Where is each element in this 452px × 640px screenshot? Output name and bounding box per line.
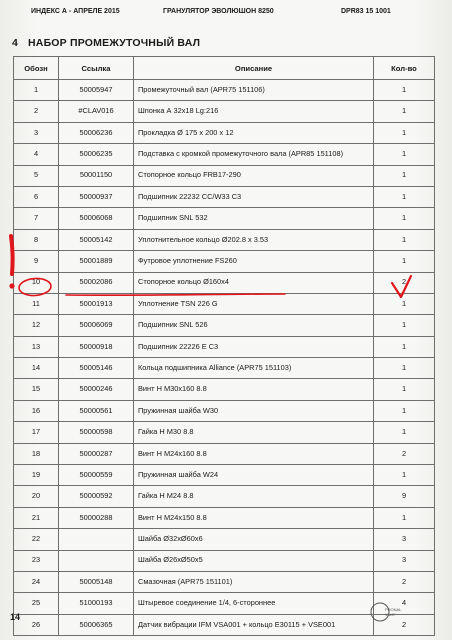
cell-description: Шайба Ø32xØ60x6 [134,529,374,550]
cell-designation: 17 [14,422,59,443]
cell-designation: 10 [14,272,59,293]
cell-quantity: 4 [374,593,435,614]
cell-description: Винт H M30x160 8.8 [134,379,374,400]
cell-quantity: 1 [374,165,435,186]
page-number: 14 [10,612,21,622]
cell-quantity: 1 [374,208,435,229]
cell-reference [59,550,134,571]
cell-description: Винт H M24x150 8.8 [134,507,374,528]
table-row [14,465,435,486]
cell-designation: 26 [14,614,59,635]
cell-reference: 50005146 [59,358,134,379]
cell-reference: 50005947 [59,80,134,101]
cell-quantity: 1 [374,80,435,101]
cell-description: Прокладка Ø 175 x 200 x 12 [134,122,374,143]
table-row [14,529,435,550]
cell-description: Пружинная шайба W24 [134,465,374,486]
cell-reference: 50001150 [59,165,134,186]
cell-quantity: 1 [374,251,435,272]
cell-description: Уплотнительное кольцо Ø202.8 x 3.53 [134,229,374,250]
cell-description: Гайка H M30 8.8 [134,422,374,443]
cell-reference: 50006068 [59,208,134,229]
cell-description: Уплотнение TSN 226 G [134,293,374,314]
table-row [14,358,435,379]
cell-description: Футровое уплотнение FS260 [134,251,374,272]
table-row [14,422,435,443]
table-row [14,208,435,229]
section-title: НАБОР ПРОМЕЖУТОЧНЫЙ ВАЛ [28,37,201,49]
cell-description: Кольца подшипника Alliance (APR75 151103) [134,358,374,379]
column-header-description: Описание [134,57,374,80]
cell-quantity: 1 [374,101,435,122]
cell-description: Штыревое соединение 1/4, 6-стороннее [134,593,374,614]
cell-quantity: 1 [374,358,435,379]
cell-designation: 16 [14,400,59,421]
table-row [14,165,435,186]
header-left: ИНДЕКС А - АПРЕЛЕ 2015 [31,8,120,15]
cell-designation: 19 [14,465,59,486]
cell-quantity: 1 [374,122,435,143]
cell-quantity: 1 [374,293,435,314]
table-row [14,251,435,272]
cell-quantity: 3 [374,529,435,550]
cell-designation: 8 [14,229,59,250]
cell-reference: 50000561 [59,400,134,421]
cell-quantity: 9 [374,486,435,507]
cell-designation: 1 [14,80,59,101]
cell-reference: 50006236 [59,122,134,143]
column-header-reference: Ссылка [59,57,134,80]
cell-quantity: 1 [374,465,435,486]
cell-quantity: 1 [374,379,435,400]
table-row [14,186,435,207]
cell-quantity: 1 [374,186,435,207]
cell-description: Смазочная (APR75 151101) [134,571,374,592]
cell-reference: 50006365 [59,614,134,635]
column-header-quantity: Кол-во [374,57,435,80]
cell-description: Подшипник 22226 E C3 [134,336,374,357]
cell-designation: 7 [14,208,59,229]
cell-reference: #CLAV016 [59,101,134,122]
cell-reference: 51000193 [59,593,134,614]
cell-designation: 5 [14,165,59,186]
cell-reference: 50001913 [59,293,134,314]
cell-designation: 15 [14,379,59,400]
header-right: DPR83 15 1001 [341,8,391,15]
cell-reference: 50000592 [59,486,134,507]
cell-reference: 50000287 [59,443,134,464]
cell-quantity: 2 [374,443,435,464]
cell-designation: 14 [14,358,59,379]
cell-reference: 50000918 [59,336,134,357]
cell-quantity: 2 [374,614,435,635]
table-row [14,144,435,165]
section-number: 4 [12,37,19,49]
table-row [14,272,435,293]
cell-designation: 6 [14,186,59,207]
cell-designation: 2 [14,101,59,122]
cell-designation: 23 [14,550,59,571]
cell-reference: 50006069 [59,315,134,336]
cell-description: Винт H M24x160 8.8 [134,443,374,464]
table-header-row [14,57,435,80]
table-row [14,379,435,400]
table-row [14,101,435,122]
svg-text:PRONAL: PRONAL [385,607,402,612]
cell-designation: 25 [14,593,59,614]
cell-quantity: 1 [374,400,435,421]
cell-designation: 20 [14,486,59,507]
parts-table [13,56,435,636]
table-row [14,315,435,336]
publisher-logo [369,598,402,626]
table-row [14,550,435,571]
cell-quantity: 2 [374,571,435,592]
table-row [14,80,435,101]
cell-designation: 24 [14,571,59,592]
cell-reference: 50000246 [59,379,134,400]
table-row [14,486,435,507]
cell-reference: 50005142 [59,229,134,250]
cell-reference: 50002086 [59,272,134,293]
cell-reference: 50006235 [59,144,134,165]
cell-description: Датчик вибрации IFM VSA001 + кольцо E30115 + VSE001 [134,614,374,635]
cell-designation: 11 [14,293,59,314]
cell-description: Подставка с кромкой промежуточного вала (APR85 151108) [134,144,374,165]
table-row [14,507,435,528]
cell-reference: 50000598 [59,422,134,443]
cell-description: Стопорное кольцо Ø160x4 [134,272,374,293]
cell-quantity: 1 [374,315,435,336]
cell-description: Подшипник SNL 526 [134,315,374,336]
cell-reference: 50000559 [59,465,134,486]
cell-description: Шпонка А 32x18 Lg:216 [134,101,374,122]
section-heading [12,37,200,49]
cell-designation: 13 [14,336,59,357]
cell-reference: 50005148 [59,571,134,592]
table-row [14,571,435,592]
cell-designation: 4 [14,144,59,165]
table-row [14,293,435,314]
cell-description: Гайка H M24 8.8 [134,486,374,507]
table-row [14,400,435,421]
cell-designation: 3 [14,122,59,143]
cell-designation: 18 [14,443,59,464]
cell-reference [59,529,134,550]
cell-designation: 9 [14,251,59,272]
cell-designation: 21 [14,507,59,528]
cell-quantity: 1 [374,507,435,528]
cell-quantity: 1 [374,422,435,443]
table-row [14,229,435,250]
cell-description: Шайба Ø26xØ50x5 [134,550,374,571]
table-body [14,80,435,636]
cell-description: Подшипник 22232 CC/W33 C3 [134,186,374,207]
svg-text:VALE: VALE [385,612,395,617]
cell-description: Промежуточный вал (APR75 151106) [134,80,374,101]
cell-quantity: 2 [374,272,435,293]
cell-quantity: 3 [374,550,435,571]
cell-quantity: 1 [374,229,435,250]
cell-reference: 50000937 [59,186,134,207]
table-row [14,336,435,357]
header-center: ГРАНУЛЯТОР ЭВОЛЮШОН 8250 [163,8,274,15]
cell-reference: 50001889 [59,251,134,272]
column-header-designation: Обозн [14,57,59,80]
cell-description: Стопорное кольцо FRB17-290 [134,165,374,186]
cell-reference: 50000288 [59,507,134,528]
cell-description: Пружинная шайба W30 [134,400,374,421]
cell-quantity: 1 [374,336,435,357]
cell-designation: 22 [14,529,59,550]
table-row [14,122,435,143]
cell-quantity: 1 [374,144,435,165]
table-row [14,443,435,464]
cell-description: Подшипник SNL 532 [134,208,374,229]
cell-designation: 12 [14,315,59,336]
